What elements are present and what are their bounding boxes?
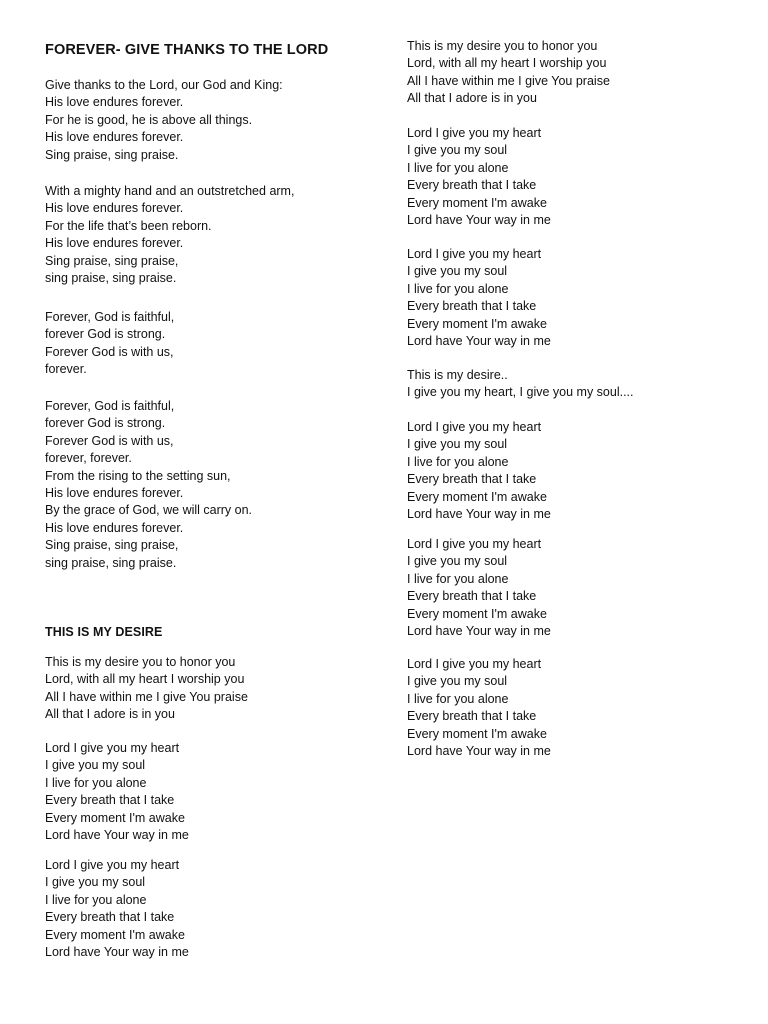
lyric-line: forever. [45,362,87,377]
lyric-line: His love endures forever. [45,201,184,216]
stanza [45,309,174,379]
lyric-line: Every moment I'm awake [45,810,185,825]
stanza [45,654,248,724]
stanza [407,125,551,229]
lyric-line: Every moment I'm awake [45,927,185,942]
stanza [45,398,252,572]
lyric-line: For the life that’s been reborn. [45,218,212,233]
lyric-line: All that I adore is in you [45,707,175,722]
lyric-line: Lord I give you my heart [407,657,542,671]
lyric-line: Every moment I'm awake [407,489,547,504]
stanza [45,183,294,287]
lyric-line: I live for you alone [407,160,509,175]
lyric-line: I give you my soul [407,437,508,452]
lyric-line: This is my desire you to honor you [45,655,236,669]
lyric-line: Lord have Your way in me [407,334,551,349]
lyric-line: I give you my soul [45,758,146,773]
lyric-line: Lord I give you my heart [407,420,542,434]
lyric-line: I give you my soul [407,143,508,158]
lyric-line: forever God is strong. [45,327,166,342]
lyric-line: sing praise, sing praise. [45,555,177,570]
lyric-line: Every moment I'm awake [407,316,547,331]
lyric-line: Every breath that I take [407,709,537,724]
lyric-line: All I have within me I give You praise [407,73,610,88]
lyric-line: Every breath that I take [407,299,537,314]
lyric-line: Lord have Your way in me [407,744,551,759]
lyric-line: Lord I give you my heart [45,741,180,755]
song-title-this-is-my-desire: THIS IS MY DESIRE [45,625,163,639]
stanza [407,246,551,350]
lyric-line: Every moment I'm awake [407,726,547,741]
stanza [407,656,551,760]
lyric-line: Sing praise, sing praise. [45,147,179,162]
lyric-line: By the grace of God, we will carry on. [45,503,253,518]
lyric-line: Forever God is with us, [45,433,174,448]
lyric-line: I live for you alone [45,775,147,790]
stanza [45,77,283,164]
lyric-line: Forever God is with us, [45,344,174,359]
lyric-line: Forever, God is faithful, [45,310,175,324]
lyric-line: His love endures forever. [45,236,184,251]
lyric-line: I give you my heart, I give you my soul.... [407,385,634,400]
lyric-line: With a mighty hand and an outstretched arm, [45,184,295,198]
lyric-line: Lord have Your way in me [407,213,551,228]
lyric-line: Lord have Your way in me [45,945,189,960]
lyric-line: I live for you alone [45,892,147,907]
lyric-line: Lord have Your way in me [407,507,551,522]
lyric-line: Every moment I'm awake [407,606,547,621]
lyric-line: Every breath that I take [407,472,537,487]
lyric-line: I live for you alone [407,281,509,296]
lyric-line: All that I adore is in you [407,91,537,106]
lyric-line: forever God is strong. [45,416,166,431]
lyric-line: Lord I give you my heart [45,858,180,872]
stanza [45,740,189,844]
lyric-line: His love endures forever. [45,520,184,535]
lyric-line: For he is good, he is above all things. [45,112,253,127]
stanza [407,536,551,640]
lyric-line: I give you my soul [45,875,146,890]
lyric-line: From the rising to the setting sun, [45,468,231,483]
lyric-line: Lord I give you my heart [407,247,542,261]
stanza [407,367,633,402]
lyric-line: His love endures forever. [45,130,184,145]
lyric-line: Give thanks to the Lord, our God and King: [45,78,283,92]
lyric-line: I give you my soul [407,264,508,279]
lyric-line: Every breath that I take [45,910,175,925]
lyric-line: All I have within me I give You praise [45,689,248,704]
song-title-forever: FOREVER- GIVE THANKS TO THE LORD [45,42,329,58]
lyric-line: Lord, with all my heart I worship you [407,56,607,71]
lyric-line: Lord I give you my heart [407,537,542,551]
lyric-line: Every moment I'm awake [407,195,547,210]
lyric-line: sing praise, sing praise. [45,271,177,286]
lyric-line: Lord I give you my heart [407,126,542,140]
lyric-line: Lord, with all my heart I worship you [45,672,245,687]
lyric-line: I live for you alone [407,454,509,469]
lyric-line: Sing praise, sing praise, [45,538,179,553]
stanza [45,857,189,961]
lyric-line: I live for you alone [407,571,509,586]
lyric-line: His love endures forever. [45,95,184,110]
lyric-line: forever, forever. [45,451,132,466]
lyric-line: Every breath that I take [407,589,537,604]
lyric-line: I give you my soul [407,674,508,689]
lyric-line: Forever, God is faithful, [45,399,175,413]
lyric-line: His love endures forever. [45,486,184,501]
stanza [407,419,551,523]
lyric-line: Lord have Your way in me [407,624,551,639]
lyric-line: Sing praise, sing praise, [45,253,179,268]
lyric-line: Every breath that I take [45,793,175,808]
stanza [407,38,610,108]
lyric-line: Lord have Your way in me [45,828,189,843]
lyric-line: Every breath that I take [407,178,537,193]
lyric-line: This is my desire you to honor you [407,39,598,53]
lyric-line: I give you my soul [407,554,508,569]
lyric-line: I live for you alone [407,691,509,706]
lyric-line: This is my desire.. [407,368,508,382]
